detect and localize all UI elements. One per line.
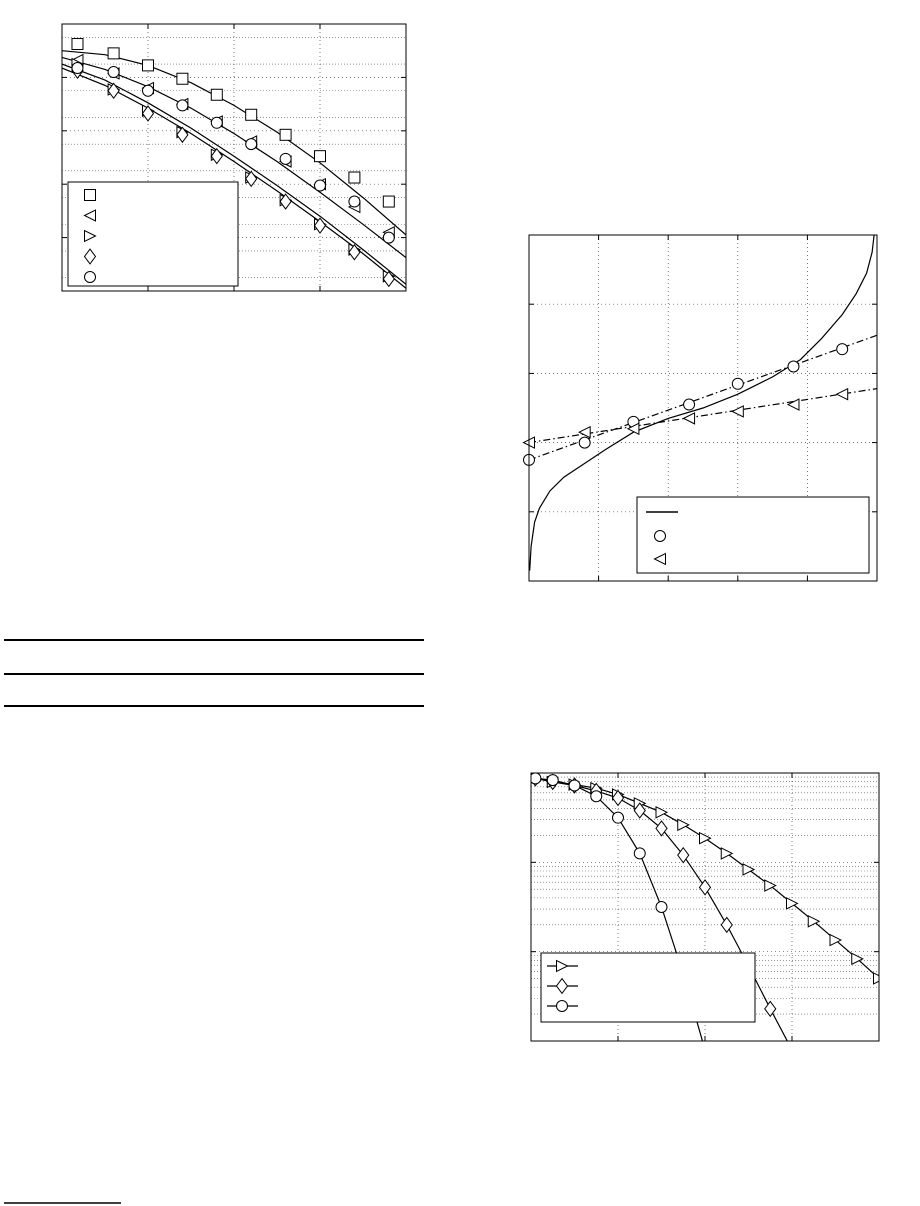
series-point-square xyxy=(72,39,83,50)
series-point-square xyxy=(280,129,291,140)
series-point-circle xyxy=(591,791,602,802)
series-point-square xyxy=(349,172,360,183)
text-rules xyxy=(4,640,424,1203)
series-point-circle xyxy=(547,775,558,786)
series-point-circle xyxy=(246,139,257,150)
series-point-circle xyxy=(383,232,394,243)
legend-box xyxy=(541,953,755,1022)
series-point-square xyxy=(246,109,257,120)
series-point-circle xyxy=(569,780,580,791)
legend xyxy=(637,497,869,573)
series-point-circle xyxy=(634,848,645,859)
legend xyxy=(68,182,238,286)
chart-3 xyxy=(530,771,885,1100)
series-point-circle xyxy=(788,361,799,372)
legend xyxy=(541,953,755,1022)
series-point-square xyxy=(383,196,394,207)
legend-box xyxy=(637,497,869,573)
legend-marker-square xyxy=(85,190,96,201)
series-point-square xyxy=(108,48,119,59)
series-point-circle xyxy=(108,67,119,78)
series-point-circle xyxy=(684,399,695,410)
series-point-circle xyxy=(613,812,624,823)
legend-marker-circle xyxy=(85,272,96,283)
legend-marker-circle xyxy=(655,531,666,542)
legend-marker-circle xyxy=(557,1001,568,1012)
series-point-circle xyxy=(72,63,83,74)
series-point-circle xyxy=(349,196,360,207)
series-point-circle xyxy=(721,1089,732,1100)
series-point-square xyxy=(211,89,222,100)
series-point-circle xyxy=(211,117,222,128)
series-point-square xyxy=(143,60,154,71)
series-point-circle xyxy=(177,100,188,111)
series-point-circle xyxy=(579,437,590,448)
series-point-circle xyxy=(656,902,667,913)
series-point-square xyxy=(177,73,188,84)
series-point-circle xyxy=(732,378,743,389)
series-point-circle xyxy=(700,1044,711,1055)
chart-2 xyxy=(524,200,878,581)
series-point-circle xyxy=(315,180,326,191)
series-point-circle xyxy=(143,85,154,96)
series-point-square xyxy=(315,151,326,162)
series-point-circle xyxy=(837,344,848,355)
series-point-diamond xyxy=(787,1043,798,1058)
chart-1 xyxy=(62,24,406,291)
series-point-circle xyxy=(280,153,291,164)
